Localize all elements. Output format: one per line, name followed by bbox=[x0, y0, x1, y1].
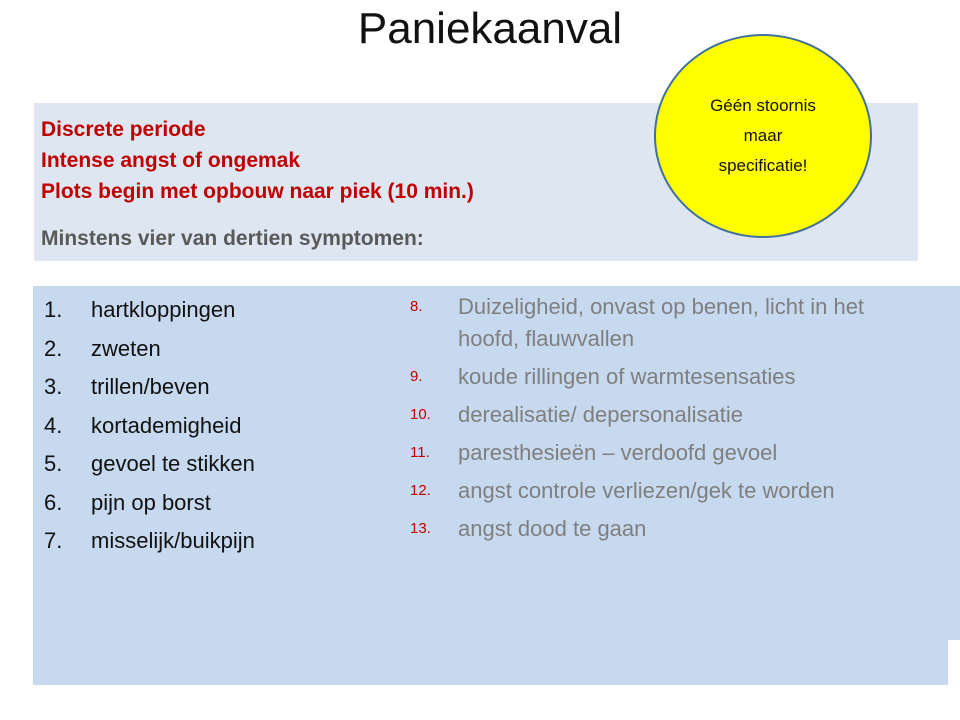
criterion-sudden-onset: Plots begin met opbouw naar piek (10 min.) bbox=[41, 180, 474, 203]
symptoms-list-left bbox=[44, 291, 255, 561]
list-item bbox=[410, 475, 930, 507]
item-text: paresthesieën – verdoofd gevoel bbox=[458, 440, 778, 465]
item-number: 8. bbox=[410, 298, 423, 315]
list-item bbox=[44, 291, 255, 330]
item-text: misselijk/buikpijn bbox=[91, 528, 255, 554]
item-text: gevoel te stikken bbox=[91, 451, 255, 477]
item-text: angst dood te gaan bbox=[458, 516, 647, 541]
list-item bbox=[44, 445, 255, 484]
list-item bbox=[410, 361, 930, 393]
item-number: 1. bbox=[44, 297, 63, 323]
list-item bbox=[410, 437, 930, 469]
criterion-discrete-period: Discrete periode bbox=[41, 118, 206, 141]
list-item bbox=[44, 330, 255, 369]
item-text: pijn op borst bbox=[91, 489, 211, 515]
item-text: derealisatie/ depersonalisatie bbox=[458, 402, 743, 427]
list-item bbox=[44, 368, 255, 407]
item-number: 9. bbox=[410, 368, 423, 385]
item-number: 7. bbox=[44, 528, 63, 554]
list-item bbox=[44, 407, 255, 446]
criteria-list bbox=[41, 114, 474, 207]
list-item bbox=[410, 399, 930, 431]
item-number: 11. bbox=[410, 444, 430, 461]
item-text: trillen/beven bbox=[91, 374, 210, 400]
symptoms-list-right bbox=[410, 291, 930, 551]
criterion-intense-fear: Intense angst of ongemak bbox=[41, 149, 301, 172]
item-number: 2. bbox=[44, 335, 63, 361]
item-number: 10. bbox=[410, 406, 431, 423]
item-text: koude rillingen of warmtesensaties bbox=[458, 364, 796, 389]
item-text: zweten bbox=[91, 335, 161, 361]
specification-badge bbox=[654, 34, 872, 238]
list-item bbox=[44, 484, 255, 523]
page-title: Paniekaanval bbox=[357, 4, 623, 53]
item-text: kortademigheid bbox=[91, 412, 242, 438]
list-item bbox=[410, 513, 930, 545]
item-text: hartkloppingen bbox=[91, 297, 236, 323]
item-text: angst controle verliezen/gek te worden bbox=[458, 478, 835, 503]
item-number: 3. bbox=[44, 374, 63, 400]
list-item bbox=[44, 522, 255, 561]
item-number: 5. bbox=[44, 451, 63, 477]
item-number: 12. bbox=[410, 482, 431, 499]
item-number: 6. bbox=[44, 489, 63, 515]
badge-text: Géén stoornis maar specificatie! bbox=[710, 96, 816, 175]
item-text: Duizeligheid, onvast op benen, licht in het hoofd, flauwvallen bbox=[458, 294, 865, 351]
item-number: 4. bbox=[44, 412, 63, 438]
item-number: 13. bbox=[410, 520, 431, 537]
list-item bbox=[410, 291, 930, 355]
panel-notch bbox=[948, 640, 960, 685]
minimum-symptoms-line: Minstens vier van dertien symptomen: bbox=[41, 227, 424, 250]
